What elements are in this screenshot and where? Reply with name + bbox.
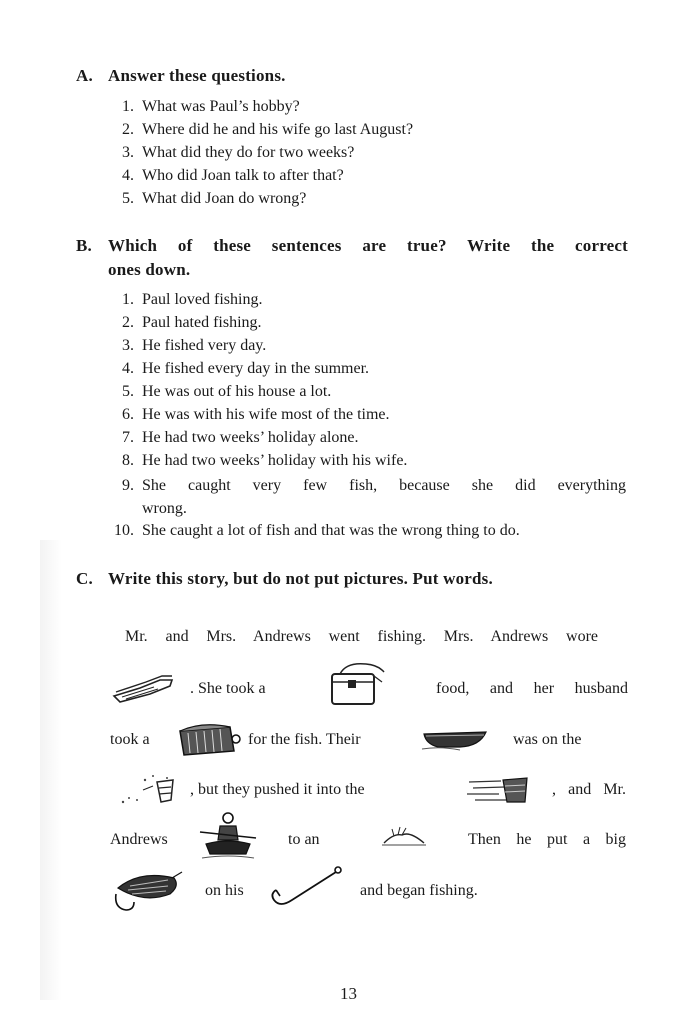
item-text: Who did Joan talk to after that? xyxy=(142,167,344,184)
item-text-continued: wrong. xyxy=(142,500,187,517)
item-number: 2. xyxy=(122,121,134,138)
item-text: What was Paul’s hobby? xyxy=(142,98,300,115)
item-text: Paul hated fishing. xyxy=(142,314,262,331)
item-text: He fished very day. xyxy=(142,337,267,354)
item-text: He was out of his house a lot. xyxy=(142,383,332,400)
section-b-title: Which of these sentences are true? Write the correct xyxy=(108,236,628,255)
item-text: He had two weeks’ holiday with his wife. xyxy=(142,452,408,469)
bag-icon xyxy=(326,660,388,708)
item-text: He was with his wife most of the time. xyxy=(142,406,390,423)
item-text: He had two weeks’ holiday alone. xyxy=(142,429,359,446)
story-text: food, and her husband xyxy=(436,680,628,697)
section-c-letter: C. xyxy=(76,569,93,588)
story-text: for the fish. Their xyxy=(248,731,361,748)
page-number: 13 xyxy=(340,984,357,1003)
item-text: What did they do for two weeks? xyxy=(142,144,355,161)
story-text: on his xyxy=(205,882,244,899)
item-number: 1. xyxy=(122,291,134,308)
item-number: 10. xyxy=(114,522,134,539)
story-text: to an xyxy=(288,831,320,848)
item-number: 7. xyxy=(122,429,134,446)
sea-icon xyxy=(465,772,531,806)
page-spine-shadow xyxy=(40,540,62,1000)
section-a-letter: A. xyxy=(76,66,93,85)
item-number: 9. xyxy=(122,477,134,494)
item-number: 6. xyxy=(122,406,134,423)
item-number: 5. xyxy=(122,383,134,400)
item-number: 4. xyxy=(122,167,134,184)
story-line-1: Mr. and Mrs. Andrews went fishing. Mrs. Andrews wore xyxy=(125,628,598,645)
story-text: Then he put a big xyxy=(468,831,626,848)
item-number: 8. xyxy=(122,452,134,469)
item-number: 1. xyxy=(122,98,134,115)
item-number: 3. xyxy=(122,144,134,161)
story-text: Andrews xyxy=(110,831,168,848)
section-b-letter: B. xyxy=(76,236,92,255)
basket-icon xyxy=(172,717,244,761)
item-number: 3. xyxy=(122,337,134,354)
story-text: was on the xyxy=(513,731,582,748)
item-text: Paul loved fishing. xyxy=(142,291,263,308)
item-text: She caught a lot of fish and that was the wrong thing to do. xyxy=(142,522,520,539)
item-number: 2. xyxy=(122,314,134,331)
beach-icon xyxy=(113,770,179,810)
section-b-title-line2: ones down. xyxy=(108,260,191,279)
boots-icon xyxy=(110,668,176,708)
story-text: and began fishing. xyxy=(360,882,478,899)
section-c-title: Write this story, but do not put pictures. Put words. xyxy=(108,569,493,588)
fly-icon xyxy=(110,864,186,916)
story-text: took a xyxy=(110,731,150,748)
boat-icon xyxy=(420,722,490,752)
section-a-title: Answer these questions. xyxy=(108,66,286,85)
item-number: 4. xyxy=(122,360,134,377)
story-text: , and Mr. xyxy=(552,781,626,798)
item-text: She caught very few fish, because she did everything xyxy=(142,477,626,494)
rowing-icon xyxy=(196,808,260,862)
story-text: , but they pushed it into the xyxy=(190,781,365,798)
island-icon xyxy=(380,823,428,849)
hook-icon xyxy=(268,864,344,910)
item-text: What did Joan do wrong? xyxy=(142,190,307,207)
story-text: . She took a xyxy=(190,680,266,697)
item-text: Where did he and his wife go last August? xyxy=(142,121,414,138)
item-number: 5. xyxy=(122,190,134,207)
item-text: He fished every day in the summer. xyxy=(142,360,370,377)
